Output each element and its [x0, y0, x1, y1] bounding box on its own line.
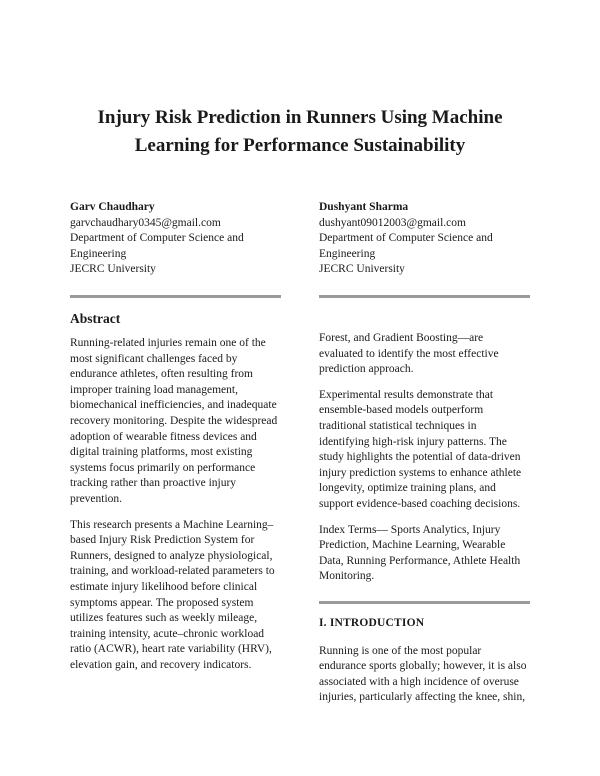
text-line: injury prediction systems to enhance athlete [319, 466, 522, 479]
text-line: training, and workload-related parameters to [70, 565, 275, 578]
text-line: identifying high-risk injury patterns. The [319, 435, 507, 448]
abstract-continuation-paragraph [319, 331, 534, 378]
left-column [70, 311, 286, 683]
text-line: ensemble-based models outperform [319, 404, 484, 417]
text-line: injuries, particularly affecting the knee, shin, [319, 691, 526, 704]
text-line: utilizes features such as weekly mileage, [70, 612, 258, 625]
text-line: Experimental results demonstrate that [319, 388, 494, 401]
author-university: JECRC University [70, 263, 156, 275]
text-line: adoption of wearable fitness devices and [70, 430, 257, 443]
author-block-1 [70, 200, 290, 278]
abstract-paragraph-1 [70, 336, 286, 508]
index-terms [319, 523, 534, 585]
text-line: Running-related injuries remain one of the [70, 337, 266, 349]
text-line: longevity, optimize training plans, and [319, 482, 496, 495]
author-department: Engineering [319, 247, 376, 260]
abstract-paragraph-2 [70, 518, 286, 674]
text-line: Forest, and Gradient Boosting—are [319, 332, 484, 344]
author-university: JECRC University [319, 263, 405, 275]
abstract-heading: Abstract [70, 311, 121, 326]
text-line: systems focus primarily on performance [70, 461, 256, 474]
text-line: support evidence-based coaching decisions. [319, 497, 521, 510]
results-paragraph [319, 388, 534, 513]
title-line: Injury Risk Prediction in Runners Using Machine [97, 107, 503, 128]
text-line: study highlights the potential of data-driven [319, 451, 521, 464]
text-line: training intensity, acute–chronic workload [70, 627, 265, 640]
author-block-2 [319, 200, 539, 278]
text-line: Running is one of the most popular [319, 644, 482, 657]
author-name: Garv Chaudhary [70, 201, 155, 213]
text-line: evaluated to identify the most effective [319, 347, 499, 360]
text-line: based Injury Risk Prediction System for [70, 534, 255, 547]
author-department: Engineering [70, 247, 127, 260]
text-line: endurance athletes, often resulting from [70, 368, 253, 381]
text-line: traditional statistical techniques in [319, 419, 477, 432]
text-line: prediction approach. [319, 363, 414, 376]
text-line: Index Terms— Sports Analytics, Injury [319, 523, 501, 536]
text-line: tracking rather than proactive injury [70, 477, 237, 490]
text-line: symptoms appear. The proposed system [70, 596, 254, 609]
section-heading: I. INTRODUCTION [319, 616, 425, 629]
text-line: ratio (ACWR), heart rate variability (HRV), [70, 643, 272, 656]
text-line: recovery monitoring. Despite the widespread [70, 414, 278, 427]
text-line: digital training platforms, most existing [70, 446, 253, 459]
introduction-paragraph [319, 644, 534, 706]
author-department: Department of Computer Science and [70, 232, 244, 244]
text-line: Data, Running Performance, Athlete Health [319, 554, 521, 567]
text-line: This research presents a Machine Learning– [70, 518, 274, 531]
author-name: Dushyant Sharma [319, 201, 409, 213]
text-line: prevention. [70, 492, 123, 505]
text-line: Prediction, Machine Learning, Wearable [319, 539, 506, 552]
divider [319, 601, 530, 604]
text-line: Runners, designed to analyze physiological, [70, 549, 273, 562]
divider [319, 295, 530, 298]
text-line: Monitoring. [319, 570, 375, 583]
author-department: Department of Computer Science and [319, 232, 493, 244]
text-line: most significant challenges faced by [70, 352, 238, 365]
title-line: Learning for Performance Sustainability [134, 135, 466, 156]
author-email: garvchaudhary0345@gmail.com [70, 216, 221, 229]
text-line: improper training load management, [70, 383, 238, 396]
text-line: biomechanical inefficiencies, and inadequate [70, 399, 277, 412]
text-line: endurance sports globally; however, it is also [319, 660, 527, 673]
text-line: elevation gain, and recovery indicators. [70, 658, 252, 671]
paper-title [40, 104, 560, 160]
text-line: associated with a high incidence of overuse [319, 675, 519, 688]
author-email: dushyant09012003@gmail.com [319, 216, 466, 229]
text-line: estimate injury likelihood before clinical [70, 580, 258, 593]
right-column [319, 331, 534, 716]
divider [70, 295, 281, 298]
